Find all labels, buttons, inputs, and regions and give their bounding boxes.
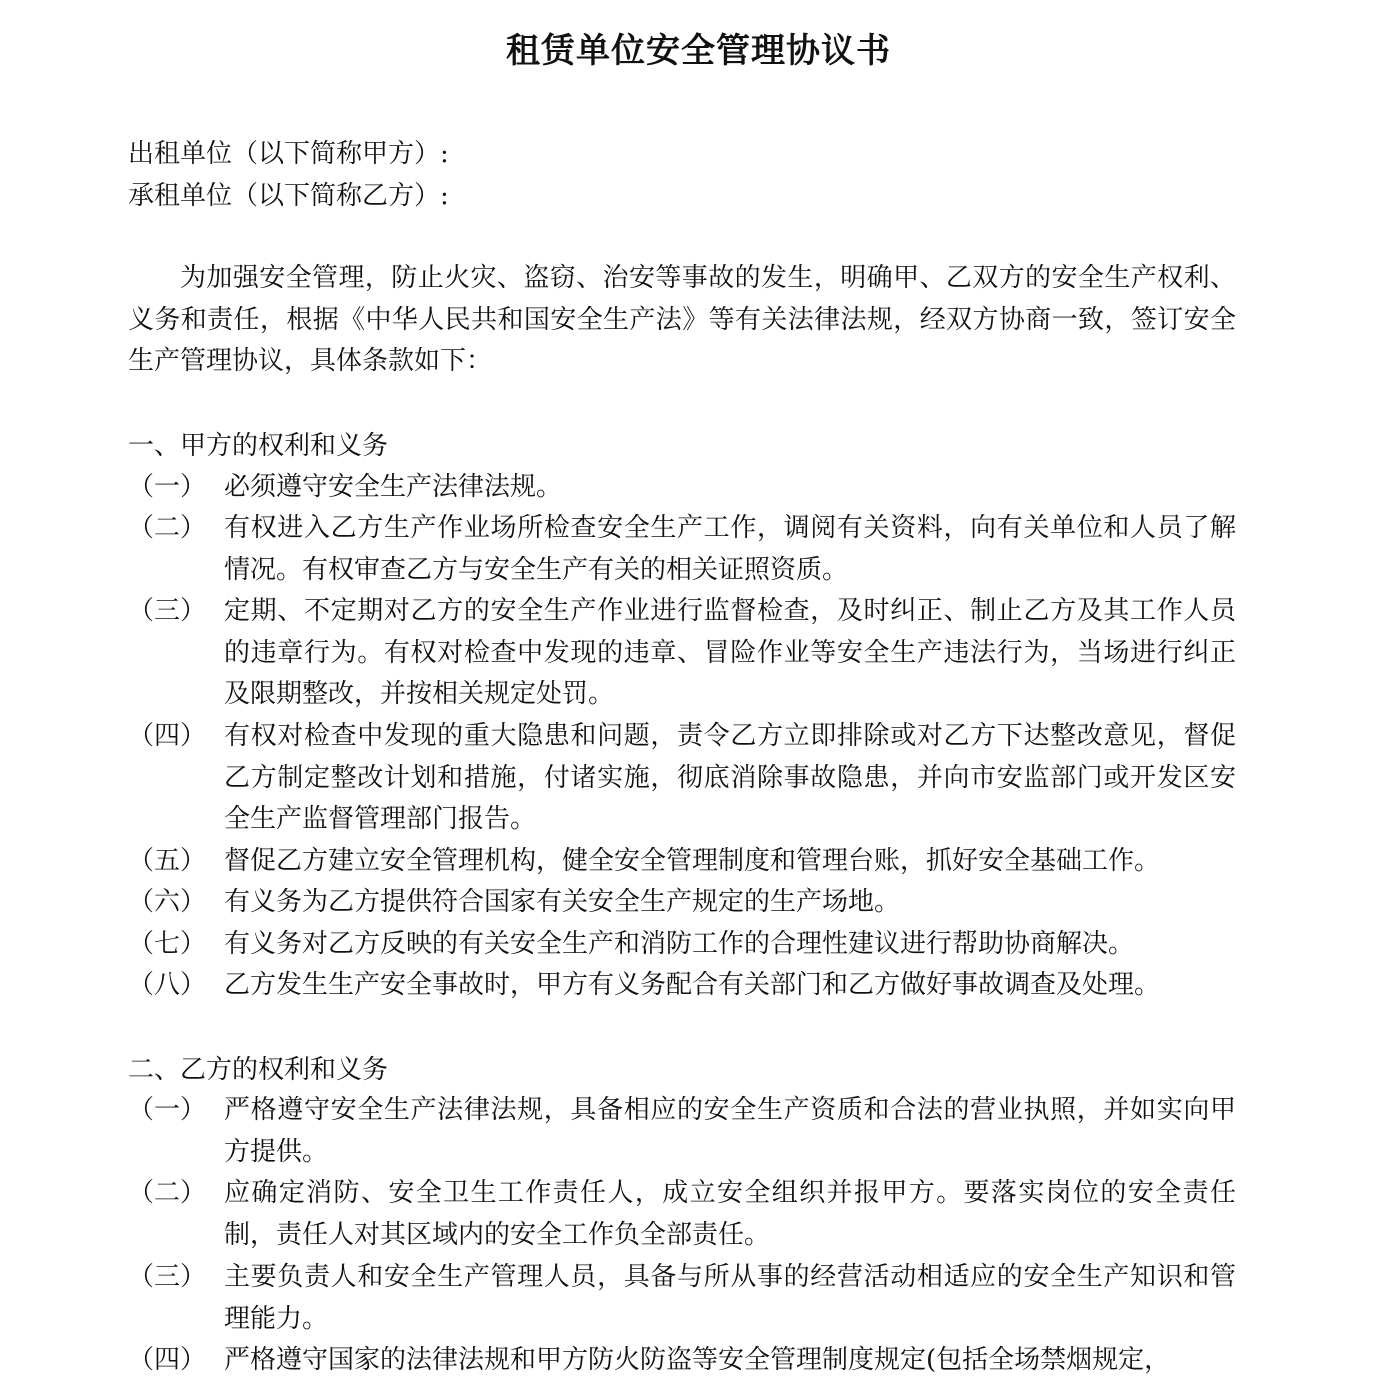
clause-text: 严格遵守国家的法律法规和甲方防火防盗等安全管理制度规定(包括全场禁烟规定， (224, 1345, 1171, 1375)
clause-number: （二） (128, 1178, 207, 1208)
clause-item (128, 924, 1236, 966)
clause-item (128, 965, 1236, 1007)
clause-item (128, 1257, 1236, 1340)
clause-number: （六） (128, 887, 207, 917)
clause-text: 主要负责人和安全生产管理人员，具备与所从事的经营活动相适应的安全生产知识和管理能力。 (224, 1262, 1236, 1334)
clause-text: 定期、不定期对乙方的安全生产作业进行监督检查，及时纠正、制止乙方及其工作人员的违章行为。有权对检查中发现的违章、冒险作业等安全生产违法行为，当场进行纠正及限期整改，并按相关规定处罚。 (224, 596, 1236, 710)
clause-item (128, 1340, 1236, 1382)
clause-item (128, 467, 1236, 509)
clause-item (128, 882, 1236, 924)
clause-text: 乙方发生生产安全事故时，甲方有义务配合有关部门和乙方做好事故调查及处理。 (224, 970, 1161, 1000)
clause-number: （二） (128, 513, 207, 543)
clause-text: 必须遵守安全生产法律法规。 (224, 472, 563, 502)
clause-item (128, 1173, 1236, 1256)
clause-number: （三） (128, 596, 207, 626)
clause-text: 有权进入乙方生产作业场所检查安全生产工作，调阅有关资料，向有关单位和人员了解情况。有权审查乙方与安全生产有关的相关证照资质。 (224, 513, 1236, 585)
clause-number: （五） (128, 846, 207, 876)
clause-item (128, 1090, 1236, 1173)
section-heading: 二、乙方的权利和义务 (128, 1055, 389, 1085)
clause-number: （四） (128, 721, 207, 751)
clause-text: 督促乙方建立安全管理机构，健全安全管理制度和管理台账，抓好安全基础工作。 (224, 846, 1161, 876)
clause-item (128, 591, 1236, 716)
intro-paragraph: 为加强安全管理，防止火灾、盗窃、治安等事故的发生，明确甲、乙双方的安全生产权利、义务和责任，根据《中华人民共和国安全生产法》等有关法律法规，经双方协商一致，签订安全生产管理协议，具体条款如下： (128, 263, 1236, 377)
lessee-line: 承租单位（以下简称乙方）: (128, 181, 449, 211)
clause-item (128, 841, 1236, 883)
clause-text: 应确定消防、安全卫生工作责任人，成立安全组织并报甲方。要落实岗位的安全责任制，责任人对其区域内的安全工作负全部责任。 (224, 1178, 1236, 1250)
clause-number: （三） (128, 1262, 207, 1292)
clause-text: 有义务对乙方反映的有关安全生产和消防工作的合理性建议进行帮助协商解决。 (224, 929, 1135, 959)
clause-text: 有权对检查中发现的重大隐患和问题，责令乙方立即排除或对乙方下达整改意见，督促乙方制定整改计划和措施，付诸实施，彻底消除事故隐患，并向市安监部门或开发区安全生产监督管理部门报告。 (224, 721, 1236, 835)
clause-number: （七） (128, 929, 207, 959)
document-title: 租赁单位安全管理协议书 (506, 31, 891, 71)
section-heading: 一、甲方的权利和义务 (128, 431, 389, 461)
clause-number: （一） (128, 1095, 207, 1125)
clause-number: （四） (128, 1345, 207, 1375)
lessor-line: 出租单位（以下简称甲方）: (128, 139, 449, 169)
clause-item (128, 716, 1236, 841)
clause-number: （一） (128, 472, 207, 502)
clause-item (128, 508, 1236, 591)
clause-number: （八） (128, 970, 207, 1000)
clause-text: 有义务为乙方提供符合国家有关安全生产规定的生产场地。 (224, 887, 901, 917)
clause-text: 严格遵守安全生产法律法规，具备相应的安全生产资质和合法的营业执照，并如实向甲方提供。 (224, 1095, 1236, 1167)
